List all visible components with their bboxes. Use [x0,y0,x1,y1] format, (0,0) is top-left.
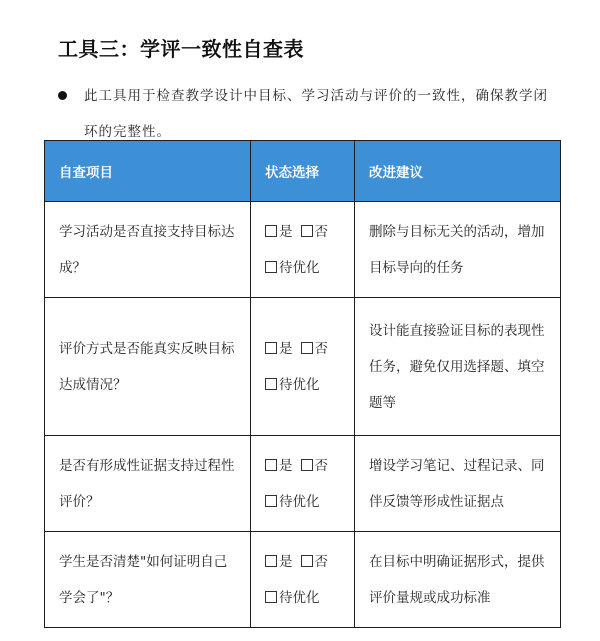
checkbox-icon[interactable] [265,378,277,390]
status-option-label: 是 [279,553,293,570]
status-option[interactable] [265,341,293,357]
status-option-label: 是 [279,457,293,474]
checkbox-icon[interactable] [265,459,277,471]
check-item: 学生是否清楚"如何证明自己学会了"？ [45,532,251,628]
checkbox-icon[interactable] [265,555,277,567]
status-options [251,298,355,436]
status-option-label: 否 [314,340,328,357]
status-options [251,436,355,532]
status-option-label: 待优化 [279,376,320,393]
checkbox-icon[interactable] [265,342,277,354]
check-item: 学习活动是否直接支持目标达成？ [45,202,251,298]
checkbox-icon[interactable] [265,261,277,273]
status-option[interactable] [301,224,329,240]
status-option-label: 否 [314,457,328,474]
checkbox-icon[interactable] [265,591,277,603]
check-item: 评价方式是否能真实反映目标达成情况？ [45,298,251,436]
status-option-label: 否 [314,223,328,240]
status-option[interactable] [265,494,320,510]
status-option-label: 否 [314,553,328,570]
checkbox-icon[interactable] [301,225,313,237]
bullet-dot-icon [58,91,67,100]
checkbox-icon[interactable] [265,225,277,237]
improvement-suggestion: 删除与目标无关的活动，增加目标导向的任务 [355,202,561,298]
status-option[interactable] [265,377,320,393]
table-row [45,202,561,298]
improvement-suggestion: 增设学习笔记、过程记录、同伴反馈等形成性证据点 [355,436,561,532]
table-row [45,532,561,628]
header-status: 状态选择 [251,141,355,202]
status-option[interactable] [301,458,329,474]
status-options [251,202,355,298]
checkbox-icon[interactable] [301,555,313,567]
self-check-table [44,140,561,628]
checkbox-icon[interactable] [265,495,277,507]
status-option[interactable] [265,554,293,570]
header-suggestion: 改进建议 [355,141,561,202]
table-row [45,298,561,436]
status-options [251,532,355,628]
status-option-label: 待优化 [279,589,320,606]
status-option[interactable] [265,590,320,606]
table-header-row [45,141,561,202]
checkbox-icon[interactable] [301,459,313,471]
header-item: 自查项目 [45,141,251,202]
table-row [45,436,561,532]
status-option[interactable] [301,554,329,570]
status-option-label: 是 [279,340,293,357]
page-title: 工具三：学评一致性自查表 [58,37,304,61]
status-option-label: 待优化 [279,259,320,276]
checkbox-icon[interactable] [301,342,313,354]
improvement-suggestion: 设计能直接验证目标的表现性任务，避免仅用选择题、填空题等 [355,298,561,436]
status-option-label: 待优化 [279,493,320,510]
status-option[interactable] [301,341,329,357]
status-option[interactable] [265,260,320,276]
check-item: 是否有形成性证据支持过程性评价？ [45,436,251,532]
bullet-text: 此工具用于检查教学设计中目标、学习活动与评价的一致性，确保教学闭环的完整性。 [84,88,548,140]
improvement-suggestion: 在目标中明确证据形式，提供评价量规或成功标准 [355,532,561,628]
status-option[interactable] [265,458,293,474]
status-option-label: 是 [279,223,293,240]
status-option[interactable] [265,224,293,240]
